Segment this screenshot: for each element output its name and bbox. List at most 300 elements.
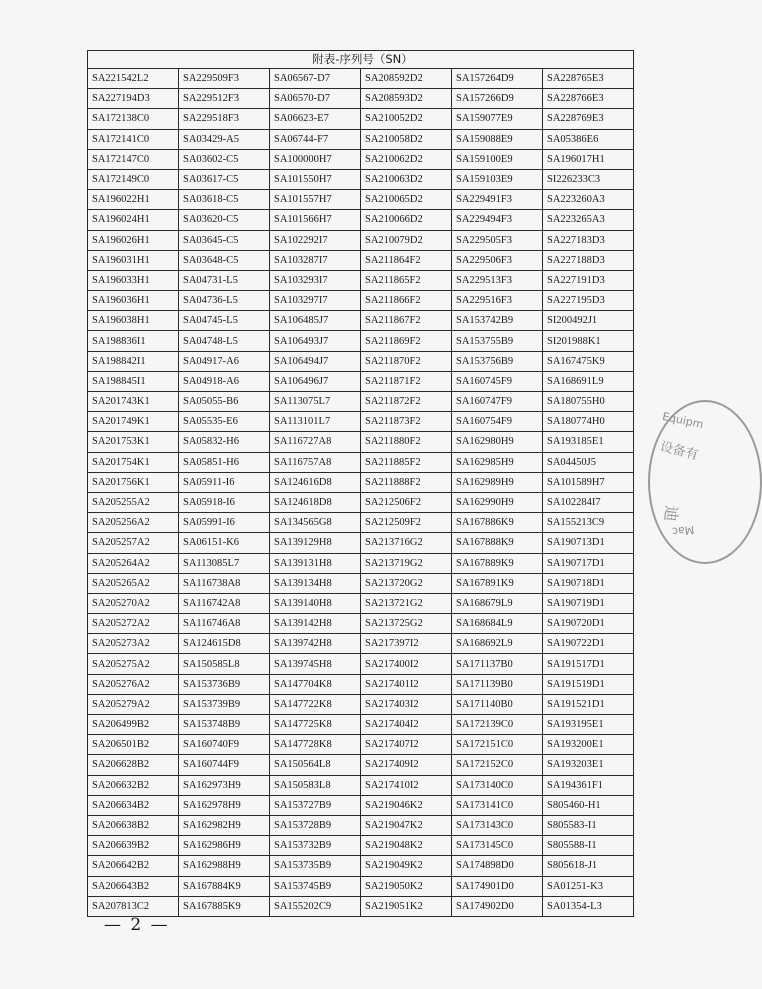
serial-number-cell: SA228765E3 [543,69,634,89]
serial-number-cell: SA205264A2 [88,553,179,573]
serial-number-cell: SA05851-H6 [179,452,270,472]
table-row [88,69,634,89]
table-row [88,634,634,654]
serial-number-cell: S805583-I1 [543,815,634,835]
serial-number-cell: SA193200E1 [543,735,634,755]
serial-number-cell: SA229516F3 [452,291,543,311]
serial-number-cell: SA219046K2 [361,795,452,815]
table-row [88,190,634,210]
serial-number-cell: SA06151-K6 [179,533,270,553]
serial-number-cell: SA03645-C5 [179,230,270,250]
serial-number-cell: SA162988H9 [179,856,270,876]
serial-number-cell: SA159088E9 [452,129,543,149]
serial-number-cell: SA162980H9 [452,432,543,452]
serial-number-cell: SA193185E1 [543,432,634,452]
serial-number-cell: SA03429-A5 [179,129,270,149]
serial-number-cell: SA172141C0 [88,129,179,149]
serial-number-cell: SA04450J5 [543,452,634,472]
serial-number-cell: SA04917-A6 [179,351,270,371]
serial-number-cell: SA212509F2 [361,513,452,533]
table-body [88,69,634,917]
serial-number-cell: SA05991-I6 [179,513,270,533]
serial-number-cell: SA167889K9 [452,553,543,573]
serial-number-cell: SA190722D1 [543,634,634,654]
serial-number-cell: SA05918-I6 [179,492,270,512]
serial-number-cell: SA173140C0 [452,775,543,795]
serial-number-cell: S805588-I1 [543,836,634,856]
serial-number-cell: S805618-J1 [543,856,634,876]
serial-number-cell: SA160740F9 [179,735,270,755]
serial-number-cell: SA206639B2 [88,836,179,856]
serial-number-cell: SA196038H1 [88,311,179,331]
table-row [88,210,634,230]
serial-number-cell: SA05535-E6 [179,412,270,432]
serial-number-cell: SA101557H7 [270,190,361,210]
table-row [88,755,634,775]
table-row [88,513,634,533]
serial-number-cell: SI201988K1 [543,331,634,351]
serial-number-cell: SA03648-C5 [179,250,270,270]
serial-number-cell: SA05055-B6 [179,392,270,412]
serial-number-cell: SA180774H0 [543,412,634,432]
serial-number-cell: SA227188D3 [543,250,634,270]
serial-number-cell: SA160745F9 [452,371,543,391]
serial-number-cell: SA155202C9 [270,896,361,916]
serial-number-cell: SA211873F2 [361,412,452,432]
serial-number-cell: SA162990H9 [452,492,543,512]
serial-number-cell: SA190717D1 [543,553,634,573]
serial-number-cell: SA213720G2 [361,573,452,593]
table-row [88,230,634,250]
serial-number-cell: SA160754F9 [452,412,543,432]
table-row [88,129,634,149]
serial-number-cell: SA103293I7 [270,270,361,290]
serial-number-cell: SA139129H8 [270,533,361,553]
serial-number-cell: SA172147C0 [88,149,179,169]
serial-number-cell: SA116742A8 [179,593,270,613]
serial-number-cell: SA167475K9 [543,351,634,371]
table-row [88,795,634,815]
serial-number-cell: SA153732B9 [270,836,361,856]
serial-number-cell: SA205265A2 [88,573,179,593]
table-row [88,109,634,129]
serial-number-cell: SA162978H9 [179,795,270,815]
serial-number-cell: SA211865F2 [361,270,452,290]
table-row [88,452,634,472]
serial-number-cell: SA103297I7 [270,291,361,311]
serial-number-cell: SA211888F2 [361,472,452,492]
serial-number-cell: SA213721G2 [361,593,452,613]
stamp-text-di: 迪 [660,504,682,523]
table-row [88,715,634,735]
serial-number-cell: SA155213C9 [543,513,634,533]
serial-number-cell: SA223260A3 [543,190,634,210]
serial-number-cell: SA167884K9 [179,876,270,896]
serial-number-cell: SA210058D2 [361,129,452,149]
serial-number-cell: SA167886K9 [452,513,543,533]
serial-number-cell: SA147728K8 [270,735,361,755]
table-row [88,351,634,371]
serial-number-cell: SA06623-E7 [270,109,361,129]
serial-number-cell: SA212506F2 [361,492,452,512]
serial-number-cell: SA174902D0 [452,896,543,916]
serial-number-cell: SA113075L7 [270,392,361,412]
serial-number-cell: SA101550H7 [270,169,361,189]
serial-number-cell: SA211867F2 [361,311,452,331]
serial-number-cell: SA229513F3 [452,270,543,290]
serial-number-cell: SA219051K2 [361,896,452,916]
serial-number-cell: SA213725G2 [361,614,452,634]
serial-number-cell: SA201753K1 [88,432,179,452]
serial-number-cell: SA206634B2 [88,795,179,815]
serial-number-cell: SA04748-L5 [179,331,270,351]
serial-number-cell: SA205279A2 [88,694,179,714]
serial-number-cell: SA196031H1 [88,250,179,270]
serial-number-cell: SA219048K2 [361,836,452,856]
table-row [88,291,634,311]
serial-number-cell: SA01251-K3 [543,876,634,896]
serial-number-cell: SA162989H9 [452,472,543,492]
serial-number-cell: SA227191D3 [543,270,634,290]
serial-number-cell: SA205273A2 [88,634,179,654]
serial-number-cell: SA06744-F7 [270,129,361,149]
table-row [88,412,634,432]
serial-number-cell: SA210065D2 [361,190,452,210]
table-row [88,149,634,169]
serial-number-cell: SA162982H9 [179,815,270,835]
serial-number-cell: SA196033H1 [88,270,179,290]
serial-number-cell: SA229506F3 [452,250,543,270]
serial-number-cell: SA173145C0 [452,836,543,856]
serial-number-cell: SA153735B9 [270,856,361,876]
serial-number-cell: SA153755B9 [452,331,543,351]
serial-number-cell: SA167891K9 [452,573,543,593]
table-row [88,533,634,553]
table-row [88,593,634,613]
table-row [88,331,634,351]
serial-number-cell: SA205256A2 [88,513,179,533]
serial-number-cell: SA196024H1 [88,210,179,230]
serial-number-cell: SA193195E1 [543,715,634,735]
table-row [88,674,634,694]
serial-number-cell: SA04745-L5 [179,311,270,331]
serial-number-cell: SA04736-L5 [179,291,270,311]
serial-number-cell: SA172149C0 [88,169,179,189]
serial-number-cell: SA150583L8 [270,775,361,795]
serial-number-cell: SA213719G2 [361,553,452,573]
serial-number-cell: SA139131H8 [270,553,361,573]
serial-number-cell: S805460-H1 [543,795,634,815]
serial-number-cell: SA172152C0 [452,755,543,775]
table-row [88,573,634,593]
serial-number-cell: SA159100E9 [452,149,543,169]
serial-number-cell: SA103287I7 [270,250,361,270]
serial-number-cell: SA221542L2 [88,69,179,89]
serial-number-cell: SA168691L9 [543,371,634,391]
serial-number-cell: SA210066D2 [361,210,452,230]
serial-number-cell: SA190718D1 [543,573,634,593]
serial-number-cell: SA229491F3 [452,190,543,210]
serial-number-cell: SA153745B9 [270,876,361,896]
serial-number-cell: SA124615D8 [179,634,270,654]
serial-number-cell: SA201743K1 [88,392,179,412]
serial-number-cell: SA210063D2 [361,169,452,189]
table-row [88,392,634,412]
table-row [88,896,634,916]
serial-number-cell: SA153727B9 [270,795,361,815]
serial-number-cell: SA198845I1 [88,371,179,391]
serial-number-cell: SA157264D9 [452,69,543,89]
serial-number-cell: SA150585L8 [179,654,270,674]
serial-number-cell: SA139140H8 [270,593,361,613]
table-row [88,472,634,492]
table-row [88,250,634,270]
table-row [88,815,634,835]
serial-number-cell: SA116746A8 [179,614,270,634]
serial-number-cell: SA211864F2 [361,250,452,270]
table-title: 附表-序列号（SN） [88,51,634,69]
serial-number-table [87,50,634,917]
table-row [88,876,634,896]
serial-number-cell: SA150564L8 [270,755,361,775]
serial-number-cell: SA159103E9 [452,169,543,189]
serial-number-cell: SA139142H8 [270,614,361,634]
serial-number-cell: SA205257A2 [88,533,179,553]
serial-number-cell: SA191517D1 [543,654,634,674]
serial-number-cell: SA229494F3 [452,210,543,230]
serial-number-cell: SA174901D0 [452,876,543,896]
table-row [88,371,634,391]
serial-number-cell: SA147722K8 [270,694,361,714]
serial-number-cell: SA160744F9 [179,755,270,775]
serial-number-cell: SA05386E6 [543,129,634,149]
serial-number-cell: SA201749K1 [88,412,179,432]
serial-number-cell: SA196022H1 [88,190,179,210]
serial-number-cell: SA153742B9 [452,311,543,331]
serial-number-cell: SA206643B2 [88,876,179,896]
serial-number-cell: SA229509F3 [179,69,270,89]
serial-number-cell: SI200492J1 [543,311,634,331]
serial-number-cell: SA217401I2 [361,674,452,694]
serial-number-cell: SA211871F2 [361,371,452,391]
serial-number-cell: SA124616D8 [270,472,361,492]
serial-number-cell: SA229505F3 [452,230,543,250]
serial-number-cell: SA160747F9 [452,392,543,412]
table-row [88,311,634,331]
table-row [88,735,634,755]
serial-number-cell: SA05832-H6 [179,432,270,452]
serial-number-cell: SA06570-D7 [270,89,361,109]
serial-number-cell: SA227194D3 [88,89,179,109]
serial-number-cell: SA167885K9 [179,896,270,916]
serial-number-cell: SI226233C3 [543,169,634,189]
serial-number-cell: SA227183D3 [543,230,634,250]
serial-number-cell: SA219047K2 [361,815,452,835]
page-number: — 2 — [104,915,170,935]
serial-number-cell: SA206499B2 [88,715,179,735]
serial-number-cell: SA217410I2 [361,775,452,795]
serial-number-cell: SA196017H1 [543,149,634,169]
serial-number-cell: SA03618-C5 [179,190,270,210]
serial-number-cell: SA211885F2 [361,452,452,472]
serial-number-cell: SA206642B2 [88,856,179,876]
serial-number-cell: SA102284I7 [543,492,634,512]
serial-number-cell: SA139742H8 [270,634,361,654]
table-row [88,169,634,189]
serial-number-cell: SA106493J7 [270,331,361,351]
serial-number-cell: SA116738A8 [179,573,270,593]
serial-number-cell: SA171140B0 [452,694,543,714]
serial-number-cell: SA210052D2 [361,109,452,129]
serial-number-cell: SA207813C2 [88,896,179,916]
serial-number-cell: SA106494J7 [270,351,361,371]
serial-number-cell: SA03620-C5 [179,210,270,230]
serial-number-cell: SA196036H1 [88,291,179,311]
serial-number-cell: SA139745H8 [270,654,361,674]
serial-number-cell: SA153728B9 [270,815,361,835]
serial-number-cell: SA05911-I6 [179,472,270,492]
stamp-text-chinese: 设备有 [658,439,700,464]
serial-number-cell: SA205275A2 [88,654,179,674]
serial-number-cell: SA191519D1 [543,674,634,694]
serial-number-cell: SA208592D2 [361,69,452,89]
serial-number-cell: SA198842I1 [88,351,179,371]
serial-number-cell: SA217403I2 [361,694,452,714]
serial-number-cell: SA157266D9 [452,89,543,109]
serial-number-cell: SA190719D1 [543,593,634,613]
serial-number-cell: SA217409I2 [361,755,452,775]
serial-number-cell: SA208593D2 [361,89,452,109]
serial-number-cell: SA153739B9 [179,694,270,714]
serial-number-cell: SA101566H7 [270,210,361,230]
serial-number-cell: SA134565G8 [270,513,361,533]
serial-number-cell: SA171139B0 [452,674,543,694]
serial-number-cell: SA206501B2 [88,735,179,755]
serial-number-cell: SA116727A8 [270,432,361,452]
serial-number-cell: SA116757A8 [270,452,361,472]
serial-number-cell: SA139134H8 [270,573,361,593]
serial-number-cell: SA173143C0 [452,815,543,835]
table-row [88,89,634,109]
serial-number-cell: SA102292I7 [270,230,361,250]
serial-number-cell: SA210079D2 [361,230,452,250]
table-row [88,432,634,452]
serial-number-cell: SA201754K1 [88,452,179,472]
table-row [88,270,634,290]
serial-number-cell: SA193203E1 [543,755,634,775]
serial-number-cell: SA172151C0 [452,735,543,755]
serial-number-cell: SA153748B9 [179,715,270,735]
serial-number-cell: SA172139C0 [452,715,543,735]
serial-number-cell: SA201756K1 [88,472,179,492]
table-row [88,856,634,876]
serial-number-cell: SA106485J7 [270,311,361,331]
serial-number-cell: SA229512F3 [179,89,270,109]
serial-number-cell: SA217404I2 [361,715,452,735]
serial-number-cell: SA04918-A6 [179,371,270,391]
serial-number-cell: SA217407I2 [361,735,452,755]
serial-number-cell: SA211866F2 [361,291,452,311]
serial-number-cell: SA229518F3 [179,109,270,129]
serial-number-cell: SA219050K2 [361,876,452,896]
serial-number-cell: SA205270A2 [88,593,179,613]
serial-number-cell: SA168692L9 [452,634,543,654]
serial-number-cell: SA01354-L3 [543,896,634,916]
stamp-text-mac: Mac [671,523,695,538]
serial-number-cell: SA205272A2 [88,614,179,634]
serial-number-cell: SA196026H1 [88,230,179,250]
serial-number-cell: SA174898D0 [452,856,543,876]
company-seal-stamp [648,400,762,564]
table-row [88,614,634,634]
serial-number-cell: SA113101L7 [270,412,361,432]
serial-number-cell: SA147725K8 [270,715,361,735]
serial-number-cell: SA190720D1 [543,614,634,634]
serial-number-cell: SA106496J7 [270,371,361,391]
serial-number-cell: SA206628B2 [88,755,179,775]
serial-number-cell: SA227195D3 [543,291,634,311]
serial-number-cell: SA223265A3 [543,210,634,230]
serial-number-cell: SA168679L9 [452,593,543,613]
serial-number-cell: SA206632B2 [88,775,179,795]
serial-number-cell: SA06567-D7 [270,69,361,89]
serial-number-cell: SA167888K9 [452,533,543,553]
serial-number-cell: SA124618D8 [270,492,361,512]
serial-number-cell: SA211880F2 [361,432,452,452]
serial-number-cell: SA153756B9 [452,351,543,371]
serial-number-cell: SA213716G2 [361,533,452,553]
serial-number-cell: SA198836I1 [88,331,179,351]
serial-number-cell: SA219049K2 [361,856,452,876]
table-row [88,694,634,714]
serial-number-cell: SA168684L9 [452,614,543,634]
serial-number-cell: SA205276A2 [88,674,179,694]
serial-number-cell: SA191521D1 [543,694,634,714]
serial-number-cell: SA211872F2 [361,392,452,412]
serial-number-cell: SA162973H9 [179,775,270,795]
serial-number-cell: SA211869F2 [361,331,452,351]
serial-number-cell: SA173141C0 [452,795,543,815]
serial-number-cell: SA101589H7 [543,472,634,492]
serial-number-cell: SA162986H9 [179,836,270,856]
serial-number-cell: SA153736B9 [179,674,270,694]
serial-number-cell: SA217400I2 [361,654,452,674]
serial-number-cell: SA100000H7 [270,149,361,169]
table-row [88,492,634,512]
serial-number-cell: SA228766E3 [543,89,634,109]
serial-number-cell: SA205255A2 [88,492,179,512]
serial-number-cell: SA147704K8 [270,674,361,694]
table-row [88,775,634,795]
serial-number-cell: SA194361F1 [543,775,634,795]
serial-number-cell: SA210062D2 [361,149,452,169]
serial-number-cell: SA159077E9 [452,109,543,129]
serial-number-cell: SA03617-C5 [179,169,270,189]
table-row [88,654,634,674]
serial-number-cell: SA211870F2 [361,351,452,371]
table-row [88,836,634,856]
table-row [88,553,634,573]
serial-number-cell: SA172138C0 [88,109,179,129]
serial-number-cell: SA190713D1 [543,533,634,553]
serial-number-cell: SA217397I2 [361,634,452,654]
serial-number-cell: SA206638B2 [88,815,179,835]
serial-number-cell: SA180755H0 [543,392,634,412]
stamp-text-equipment: Equipm [661,409,705,432]
serial-number-cell: SA113085L7 [179,553,270,573]
serial-number-cell: SA04731-L5 [179,270,270,290]
serial-number-cell: SA03602-C5 [179,149,270,169]
